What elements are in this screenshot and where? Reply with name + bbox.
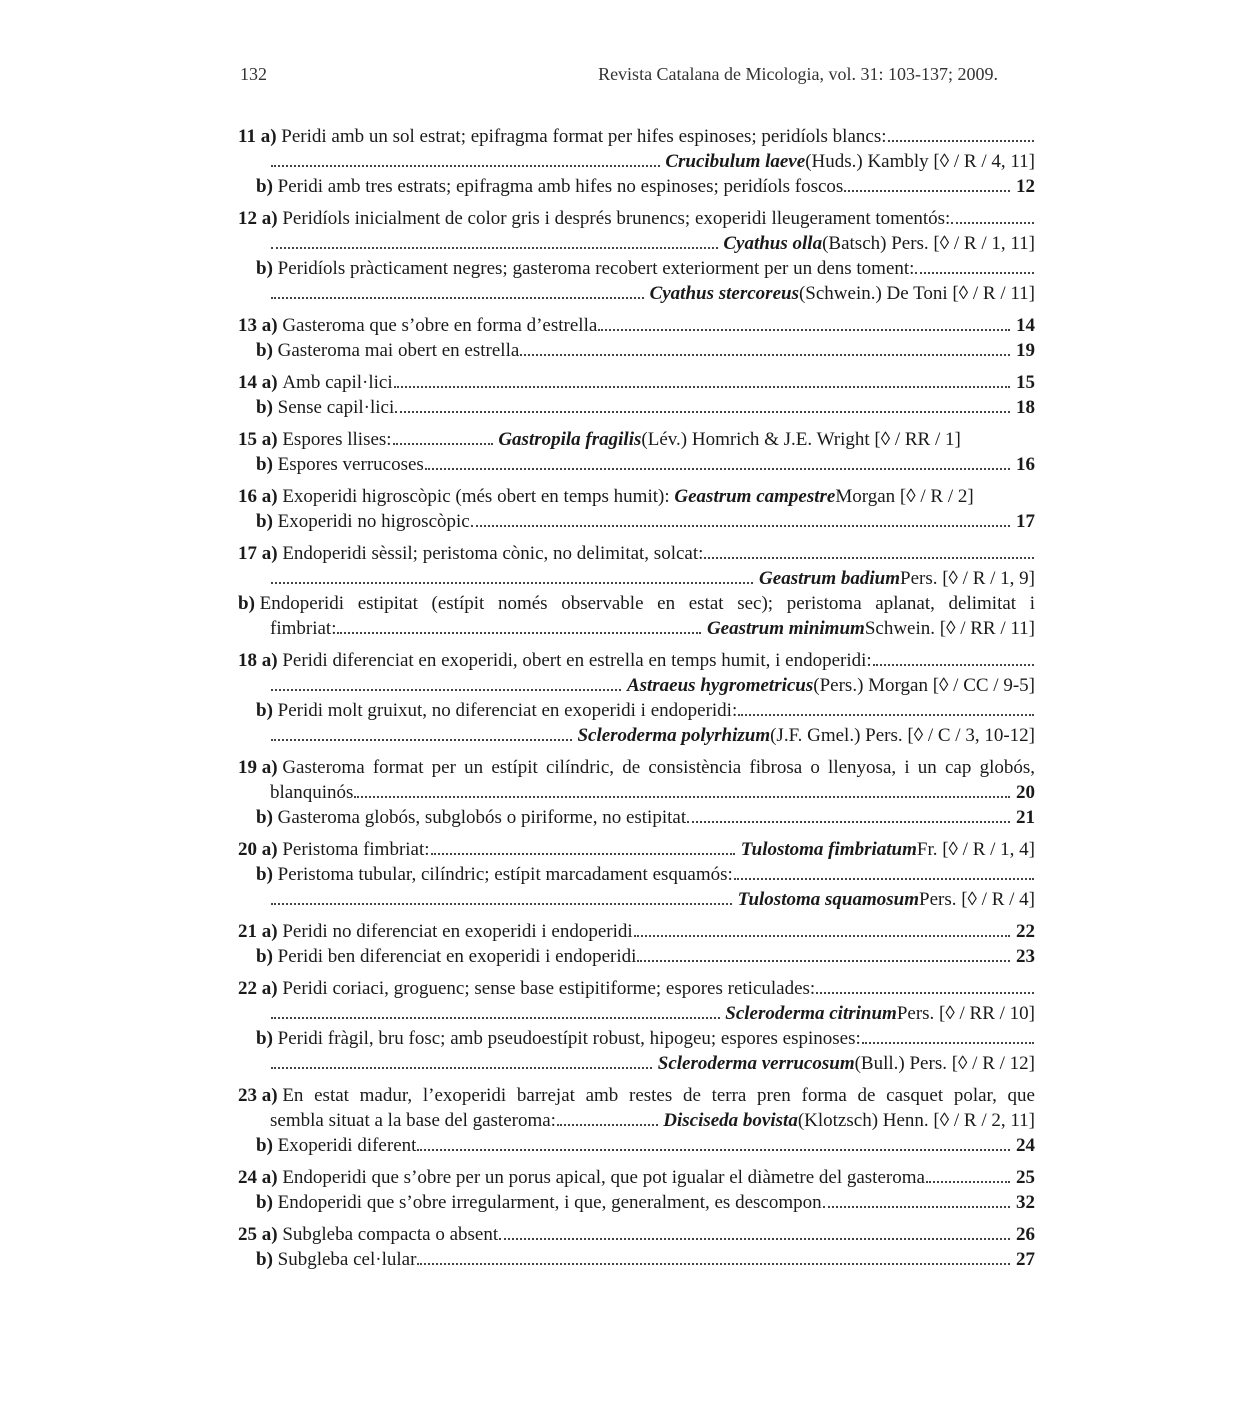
key-lead-17b: b) Endoperidi estipitat (estípit només observable en estat sec); peristoma aplanat, delimitat i [238, 593, 1035, 614]
key-result-18b: Scleroderma polyrhizum (J.F. Gmel.) Pers. [◊ / C / 3, 10-12] [238, 723, 1035, 748]
key-result-17b: fimbriat: Geastrum minimum Schwein. [◊ / RR / 11] [270, 618, 1035, 639]
target-couplet: 32 [1016, 1192, 1035, 1213]
key-lead-11b: b) Peridi amb tres estrats; epifragma amb hifes no espinoses; peridíols foscos 12 [256, 176, 1035, 197]
key-couplet-20 [238, 837, 1035, 912]
species-name: Crucibulum laeve [665, 151, 806, 172]
key-couplet-14 [238, 370, 1035, 420]
leader-dots [417, 1134, 1010, 1151]
target-couplet: 15 [1016, 372, 1035, 393]
key-couplet-12 [238, 206, 1035, 306]
species-name: Geastrum minimum [706, 618, 865, 639]
key-result-17a: Geastrum badium Pers. [◊ / R / 1, 9] [238, 566, 1035, 591]
key-lead-16b: b) Exoperidi no higroscòpic 17 [256, 511, 1035, 532]
key-result-11a: Crucibulum laeve (Huds.) Kambly [◊ / R / 4, 11] [238, 149, 1035, 174]
leader-dots [915, 257, 1034, 274]
target-couplet: 16 [1016, 454, 1035, 475]
species-name: Gastropila fragilis [498, 429, 642, 450]
species-name: Disciseda bovista [663, 1110, 798, 1131]
leader-dots [471, 510, 1011, 527]
leader-dots [271, 1052, 652, 1069]
leader-dots [417, 1248, 1010, 1265]
key-lead-21b: b) Peridi ben diferenciat en exoperidi i endoperidi 23 [256, 946, 1035, 967]
leader-dots [704, 542, 1034, 559]
leader-dots [687, 806, 1010, 823]
leader-dots [734, 863, 1034, 880]
key-couplet-16 [238, 484, 1035, 534]
species-name: Tulostoma fimbriatum [740, 839, 917, 860]
key-result-22a: Scleroderma citrinum Pers. [◊ / RR / 10] [238, 1001, 1035, 1026]
key-lead-12a: 12 a) Peridíols inicialment de color gris i després brunencs; exoperidi lleugerament tomentós: [238, 206, 1035, 231]
key-result-18a: Astraeus hygrometricus (Pers.) Morgan [◊ / CC / 9-5] [238, 673, 1035, 698]
key-lead-18a: 18 a) Peridi diferenciat en exoperidi, obert en estrella en temps humit, i endoperidi: [238, 648, 1035, 673]
key-couplet-17 [238, 541, 1035, 641]
key-couplet-22 [238, 976, 1035, 1076]
key-lead-25a: 25 a) Subgleba compacta o absent 26 [238, 1224, 1035, 1245]
leader-dots [337, 617, 701, 634]
key-lead-14b: b) Sense capil·lici 18 [256, 397, 1035, 418]
leader-dots [354, 781, 1010, 798]
key-couplet-25 [238, 1222, 1035, 1272]
leader-dots [637, 945, 1010, 962]
key-lead-12b: b) Peridíols pràcticament negres; gasteroma recobert exteriorment per un dens toment: [238, 256, 1035, 281]
leader-dots [271, 282, 644, 299]
target-couplet: 21 [1016, 807, 1035, 828]
target-couplet: 18 [1016, 397, 1035, 418]
key-lead-23b: b) Exoperidi diferent 24 [256, 1135, 1035, 1156]
species-name: Geastrum campestre [674, 486, 836, 507]
species-name: Scleroderma polyrhizum [577, 725, 771, 746]
key-lead-23a: 23 a) En estat madur, l’exoperidi barrejat amb restes de terra pren forma de casquet polar, que [238, 1085, 1035, 1106]
target-couplet: 12 [1016, 176, 1035, 197]
key-lead-15a: 15 a) Espores llises: Gastropila fragilis (Lév.) Homrich & J.E. Wright [◊ / RR / 1] [238, 429, 961, 450]
species-name: Cyathus olla [723, 233, 823, 254]
leader-dots [395, 396, 1010, 413]
target-couplet: 19 [1016, 340, 1035, 361]
key-couplet-15 [238, 427, 1035, 477]
leader-dots [271, 674, 621, 691]
key-result-23a: sembla situat a la base del gasteroma: Disciseda bovista (Klotzsch) Henn. [◊ / R / 2, 11] [270, 1110, 1035, 1131]
key-result-12b: Cyathus stercoreus (Schwein.) De Toni [◊ / R / 11] [238, 281, 1035, 306]
key-couplet-18 [238, 648, 1035, 748]
target-couplet: 25 [1016, 1167, 1035, 1188]
key-lead-11a: 11 a) Peridi amb un sol estrat; epifragma format per hifes espinoses; peridíols blancs: [238, 124, 1035, 149]
target-couplet: 23 [1016, 946, 1035, 967]
species-name: Geastrum badium [759, 568, 900, 589]
key-result-22b: Scleroderma verrucosum (Bull.) Pers. [◊ / R / 12] [238, 1051, 1035, 1076]
leader-dots [394, 371, 1011, 388]
species-name: Tulostoma squamosum [737, 889, 919, 910]
key-lead-16a: 16 a) Exoperidi higroscòpic (més obert en temps humit): Geastrum campestre Morgan [◊ / R / 2] [238, 486, 974, 507]
key-lead-24a: 24 a) Endoperidi que s’obre per un porus apical, que pot igualar el diàmetre del gasteroma 25 [238, 1167, 1035, 1188]
leader-dots [951, 207, 1034, 224]
leader-dots [816, 977, 1034, 994]
leader-dots [557, 1109, 658, 1126]
species-name: Scleroderma verrucosum [657, 1053, 855, 1074]
key-couplet-11 [238, 124, 1035, 199]
key-lead-22a: 22 a) Peridi coriaci, groguenc; sense base estipitiforme; espores reticulades: [238, 976, 1035, 1001]
key-lead-17a: 17 a) Endoperidi sèssil; peristoma cònic, no delimitat, solcat: [238, 541, 1035, 566]
leader-dots [520, 339, 1010, 356]
leader-dots [888, 125, 1035, 142]
species-name: Cyathus stercoreus [649, 283, 799, 304]
key-lead-21a: 21 a) Peridi no diferenciat en exoperidi i endoperidi 22 [238, 921, 1035, 942]
journal-citation: Revista Catalana de Micologia, vol. 31: 103-137; 2009. [598, 64, 998, 84]
target-couplet: 27 [1016, 1249, 1035, 1270]
leader-dots [271, 232, 718, 249]
leader-dots [425, 453, 1010, 470]
key-lead-15b: b) Espores verrucoses 16 [256, 454, 1035, 475]
leader-dots [271, 1002, 720, 1019]
key-lead-19a-cont: blanquinós 20 [270, 782, 1035, 803]
leader-dots [823, 1191, 1011, 1208]
target-couplet: 20 [1016, 782, 1035, 803]
key-lead-20a: 20 a) Peristoma fimbriat: Tulostoma fimbriatum Fr. [◊ / R / 1, 4] [238, 839, 1035, 860]
leader-dots [393, 428, 493, 445]
leader-dots [271, 888, 732, 905]
key-lead-13b: b) Gasteroma mai obert en estrella 19 [256, 340, 1035, 361]
target-couplet: 22 [1016, 921, 1035, 942]
species-name: Astraeus hygrometricus [626, 675, 814, 696]
key-lead-24b: b) Endoperidi que s’obre irregularment, i que, generalment, es descompon 32 [256, 1192, 1035, 1213]
target-couplet: 26 [1016, 1224, 1035, 1245]
leader-dots [844, 175, 1010, 192]
key-result-20b: Tulostoma squamosum Pers. [◊ / R / 4] [238, 887, 1035, 912]
key-lead-19b: b) Gasteroma globós, subglobós o piriforme, no estipitat 21 [256, 807, 1035, 828]
key-lead-25b: b) Subgleba cel·lular 27 [256, 1249, 1035, 1270]
leader-dots [271, 567, 753, 584]
target-couplet: 14 [1016, 315, 1035, 336]
leader-dots [499, 1223, 1010, 1240]
leader-dots [598, 314, 1010, 331]
key-lead-18b: b) Peridi molt gruixut, no diferenciat en exoperidi i endoperidi: [238, 698, 1035, 723]
key-couplet-21 [238, 919, 1035, 969]
leader-dots [431, 838, 735, 855]
page-number: 132 [240, 64, 267, 84]
key-lead-20b: b) Peristoma tubular, cilíndric; estípit marcadament esquamós: [238, 862, 1035, 887]
leader-dots [634, 920, 1011, 937]
target-couplet: 24 [1016, 1135, 1035, 1156]
leader-dots [926, 1166, 1010, 1183]
key-couplet-19 [238, 755, 1035, 830]
dichotomous-key [238, 124, 1035, 1279]
key-lead-14a: 14 a) Amb capil·lici 15 [238, 372, 1035, 393]
key-couplet-24 [238, 1165, 1035, 1215]
species-name: Scleroderma citrinum [725, 1003, 897, 1024]
target-couplet: 17 [1016, 511, 1035, 532]
leader-dots [271, 150, 660, 167]
key-lead-13a: 13 a) Gasteroma que s’obre en forma d’estrella 14 [238, 315, 1035, 336]
key-result-12a: Cyathus olla (Batsch) Pers. [◊ / R / 1, 11] [238, 231, 1035, 256]
key-lead-22b: b) Peridi fràgil, bru fosc; amb pseudoestípit robust, hipogeu; espores espinoses: [238, 1026, 1035, 1051]
leader-dots [873, 649, 1034, 666]
key-couplet-23 [238, 1083, 1035, 1158]
key-couplet-13 [238, 313, 1035, 363]
leader-dots [862, 1027, 1034, 1044]
leader-dots [271, 724, 572, 741]
leader-dots [738, 699, 1034, 716]
key-lead-19a: 19 a) Gasteroma format per un estípit cilíndric, de consistència fibrosa o llenyosa, i un cap globós, [238, 757, 1035, 778]
running-header [240, 64, 1035, 90]
